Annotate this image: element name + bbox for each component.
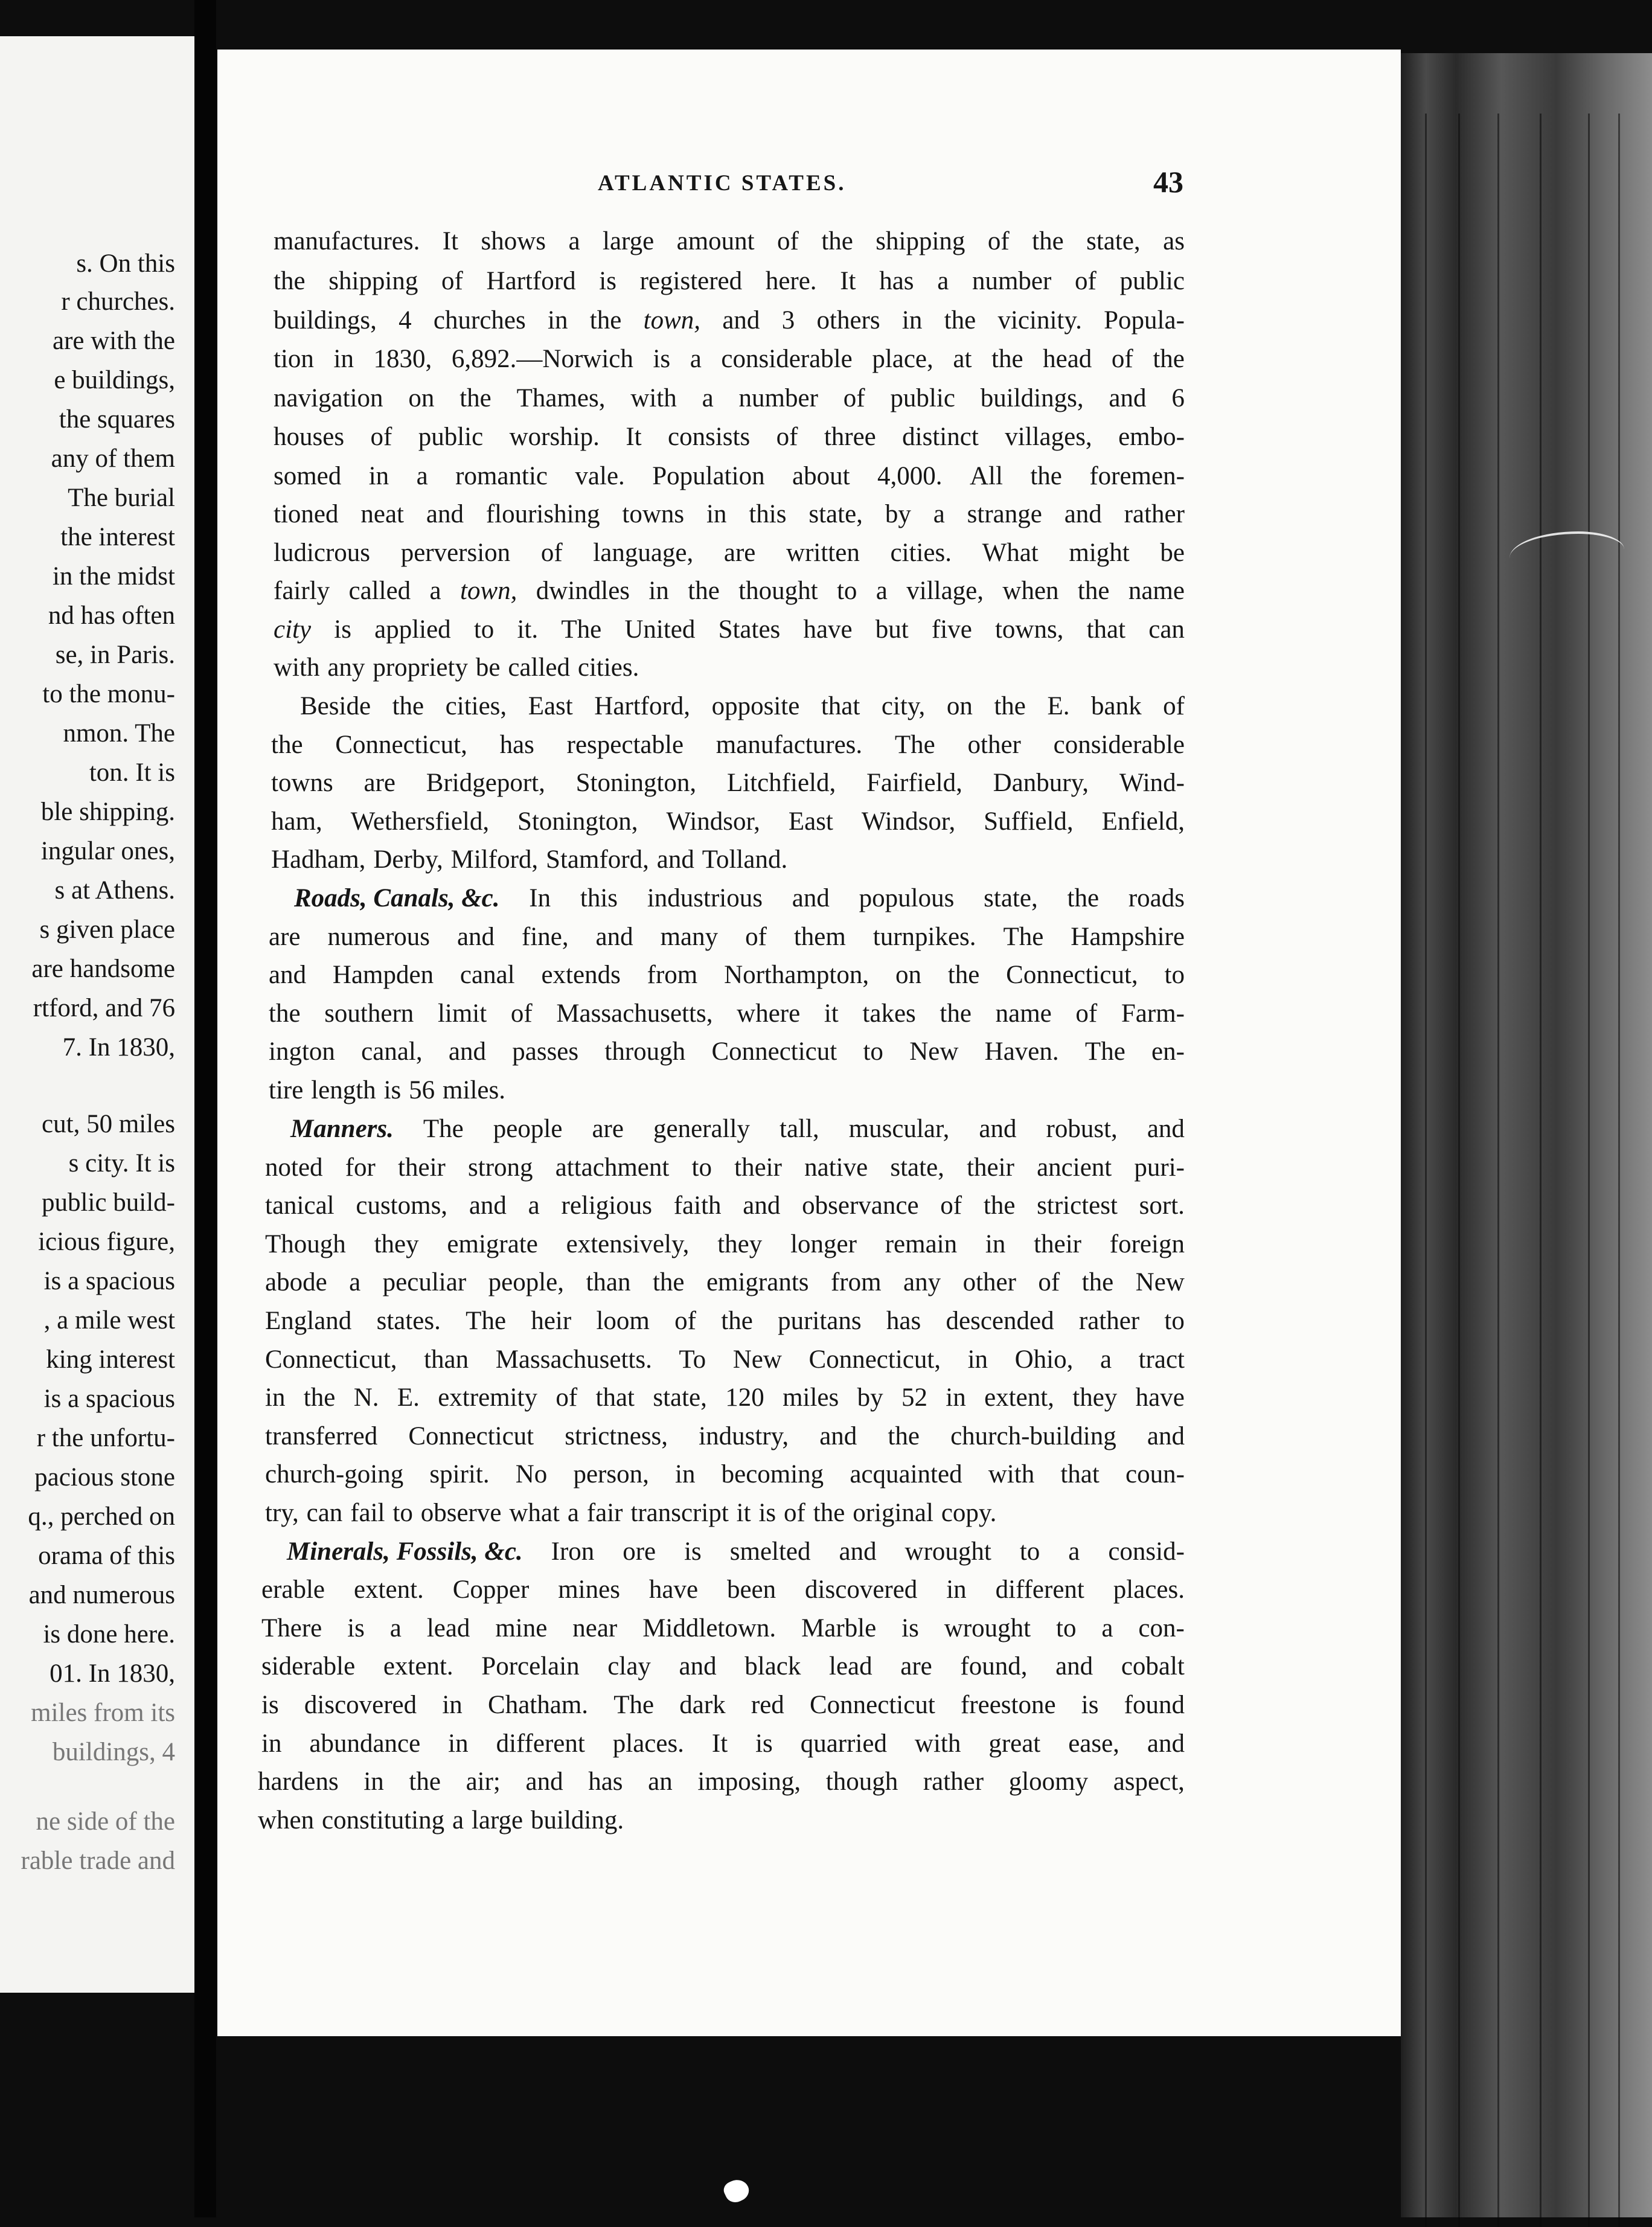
text-line: There is a lead mine near Middletown. Marble is wrought to a con- <box>261 1614 1185 1642</box>
facing-page-line: to the monu- <box>42 680 175 708</box>
text-line: transferred Connecticut strictness, industry, and the church-building and <box>265 1422 1185 1450</box>
text-line: erable extent. Copper mines have been discovered in different places. <box>261 1575 1185 1604</box>
facing-page-line: rtford, and 76 <box>33 994 175 1022</box>
text-line: Manners. The people are generally tall, muscular, and robust, and <box>290 1115 1185 1143</box>
facing-page-line: king interest <box>46 1345 175 1374</box>
facing-page-line: icious figure, <box>38 1228 175 1256</box>
text-line: manufactures. It shows a large amount of the shipping of the state, as <box>274 227 1185 255</box>
text-line: in the N. E. extremity of that state, 120 miles by 52 in extent, they have <box>265 1383 1185 1412</box>
facing-page-line: any of them <box>51 444 175 473</box>
facing-page-line: s. On this <box>76 249 175 278</box>
text-line: are numerous and fine, and many of them turnpikes. The Hampshire <box>269 923 1185 951</box>
section-heading: Roads, Canals, &c. <box>294 884 500 912</box>
text-line: towns are Bridgeport, Stonington, Litchfield, Fairfield, Danbury, Wind- <box>271 769 1185 797</box>
text-line: with any propriety be called cities. <box>274 653 639 682</box>
facing-page-line: s at Athens. <box>54 876 175 905</box>
running-head: ATLANTIC STATES. <box>598 171 847 196</box>
text-line: abode a peculiar people, than the emigrants from any other of the New <box>265 1268 1185 1296</box>
facing-page-line: pacious stone <box>34 1463 175 1492</box>
text-line: ludicrous perversion of language, are written cities. What might be <box>274 539 1185 567</box>
text-line: the southern limit of Massachusetts, where it takes the name of Farm- <box>269 999 1185 1028</box>
facing-page <box>0 36 194 1993</box>
facing-page-line: is a spacious <box>43 1385 175 1413</box>
text-line: tion in 1830, 6,892.—Norwich is a considerable place, at the head of the <box>274 345 1185 373</box>
facing-page-line: miles from its <box>31 1699 175 1727</box>
text-line: fairly called a town, dwindles in the thought to a village, when the name <box>274 577 1185 605</box>
bottom-mark <box>721 2176 752 2206</box>
text-line: when constituting a large building. <box>258 1806 624 1834</box>
facing-page-line: r the unfortu- <box>36 1424 175 1452</box>
facing-page-line: is done here. <box>43 1620 175 1649</box>
facing-page-line: nmon. The <box>63 719 175 748</box>
text-line: houses of public worship. It consists of three distinct villages, embo- <box>274 423 1185 451</box>
text-line: ham, Wethersfield, Stonington, Windsor, East Windsor, Suffield, Enfield, <box>271 807 1185 836</box>
facing-page-line: r churches. <box>61 287 175 316</box>
text-line: the shipping of Hartford is registered here. It has a number of public <box>274 267 1185 295</box>
book-binding-edge <box>1401 53 1652 2217</box>
facing-page-line: the squares <box>59 405 175 434</box>
facing-page-line: public build- <box>42 1188 175 1217</box>
text-line: hardens in the air; and has an imposing, though rather gloomy aspect, <box>258 1767 1185 1796</box>
facing-page-line: The burial <box>68 484 175 512</box>
text-line: Though they emigrate extensively, they longer remain in their foreign <box>265 1230 1185 1258</box>
text-line: in abundance in different places. It is quarried with great ease, and <box>261 1729 1185 1758</box>
facing-page-line: in the midst <box>52 562 175 591</box>
text-line: tire length is 56 miles. <box>269 1076 505 1104</box>
facing-page-line: se, in Paris. <box>55 641 175 669</box>
facing-page-line: and numerous <box>28 1581 175 1609</box>
facing-page-line: s given place <box>39 915 175 944</box>
facing-page-line: , a mile west <box>43 1306 175 1335</box>
facing-page-line: q., perched on <box>28 1502 175 1531</box>
text-line: buildings, 4 churches in the town, and 3 others in the vicinity. Popula- <box>274 306 1185 335</box>
facing-page-line: orama of this <box>38 1542 175 1570</box>
facing-page-line: ne side of the <box>36 1807 175 1836</box>
text-line: is discovered in Chatham. The dark red Connecticut freestone is found <box>261 1691 1185 1719</box>
text-line: tanical customs, and a religious faith and observance of the strictest sort. <box>265 1191 1185 1220</box>
text-line: somed in a romantic vale. Population about 4,000. All the foremen- <box>274 462 1185 490</box>
text-line: the Connecticut, has respectable manufactures. The other considerable <box>271 731 1185 759</box>
text-line: Beside the cities, East Hartford, opposite that city, on the E. bank of <box>300 692 1185 720</box>
text-line: siderable extent. Porcelain clay and black lead are found, and cobalt <box>261 1652 1185 1681</box>
text-line: noted for their strong attachment to their native state, their ancient puri- <box>265 1153 1185 1182</box>
facing-page-line: ble shipping. <box>40 798 175 826</box>
text-line: ington canal, and passes through Connecticut to New Haven. The en- <box>269 1037 1185 1066</box>
section-heading: Manners. <box>290 1115 394 1143</box>
text-line: and Hampden canal extends from Northampton, on the Connecticut, to <box>269 961 1185 989</box>
section-heading: Minerals, Fossils, &c. <box>287 1537 523 1566</box>
text-line: England states. The heir loom of the puritans has descended rather to <box>265 1307 1185 1335</box>
text-line: Roads, Canals, &c. In this industrious and populous state, the roads <box>294 884 1185 912</box>
text-line: city is applied to it. The United States have but five towns, that can <box>274 615 1185 644</box>
facing-page-line: s city. It is <box>68 1149 175 1178</box>
text-line: try, can fail to observe what a fair transcript it is of the original copy. <box>265 1499 997 1527</box>
page-number: 43 <box>1153 165 1183 199</box>
text-line: navigation on the Thames, with a number of public buildings, and 6 <box>274 384 1185 412</box>
text-line: church-going spirit. No person, in becoming acquainted with that coun- <box>265 1460 1185 1488</box>
facing-page-line: ton. It is <box>89 758 175 787</box>
text-line: Minerals, Fossils, &c. Iron ore is smelted and wrought to a consid- <box>287 1537 1185 1566</box>
facing-page-line: nd has often <box>48 601 175 630</box>
facing-page-line: the interest <box>60 523 175 551</box>
text-line: tioned neat and flourishing towns in this state, by a strange and rather <box>274 500 1185 528</box>
page-gutter <box>194 0 216 2217</box>
facing-page-line: ingular ones, <box>40 837 175 865</box>
facing-page-line: 7. In 1830, <box>62 1033 175 1062</box>
facing-page-line: buildings, 4 <box>52 1738 175 1766</box>
text-line: Connecticut, than Massachusetts. To New Connecticut, in Ohio, a tract <box>265 1345 1185 1374</box>
facing-page-line: e buildings, <box>54 366 175 394</box>
text-line: Hadham, Derby, Milford, Stamford, and Tolland. <box>271 845 788 874</box>
facing-page-line: cut, 50 miles <box>42 1110 175 1138</box>
facing-page-line: rable trade and <box>21 1847 175 1875</box>
facing-page-line: are with the <box>53 327 175 355</box>
facing-page-line: are handsome <box>31 955 175 983</box>
facing-page-line: 01. In 1830, <box>50 1659 175 1688</box>
facing-page-line: is a spacious <box>43 1267 175 1295</box>
